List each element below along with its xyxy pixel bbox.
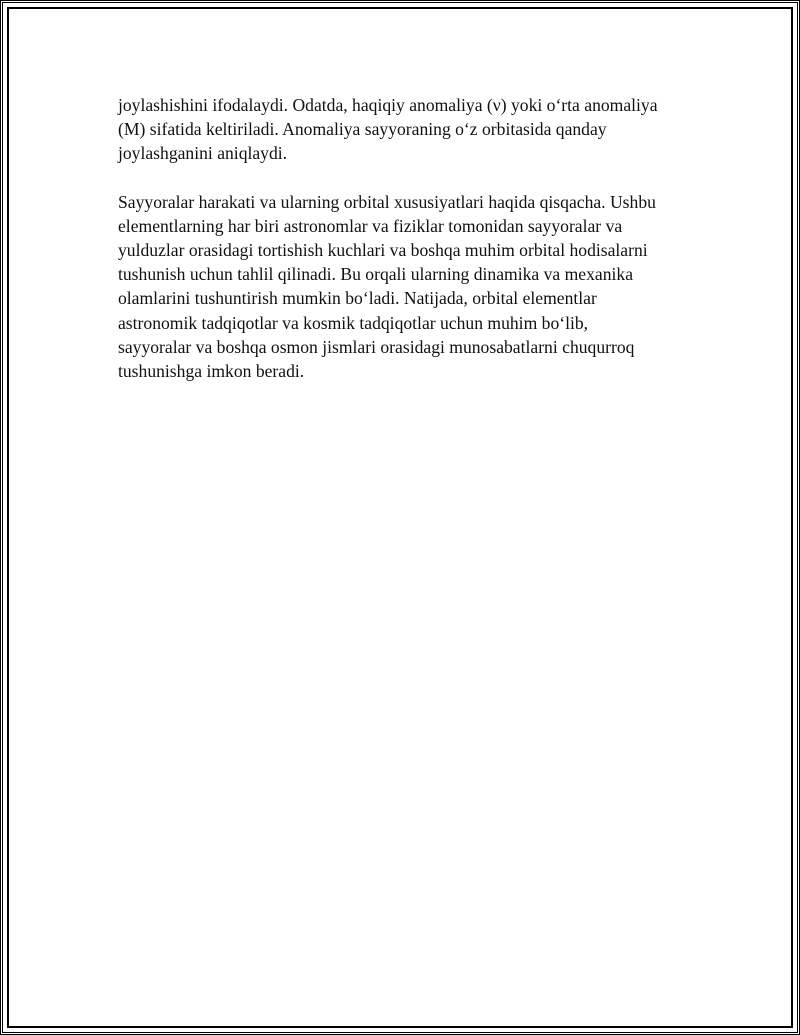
text-line: sayyoralar va boshqa osmon jismlari orasidagi munosabatlarni chuqurroq [118,336,635,357]
paragraph-summary [118,190,688,384]
text-line: tushunishga imkon beradi. [118,361,305,382]
document-body [118,93,688,383]
paragraph-spacer [118,166,688,190]
paragraph-anomaly [118,93,688,166]
text-line: joylashganini aniqlaydi. [118,143,288,164]
text-line: olamlarini tushuntirish mumkin boʻladi. Natijada, orbital elementlar [118,288,597,309]
text-line: Sayyoralar harakati va ularning orbital xususiyatlari haqida qisqacha. Ushbu [118,191,656,212]
text-line: elementlarning har biri astronomlar va fiziklar tomonidan sayyoralar va [118,215,623,236]
text-line: tushunish uchun tahlil qilinadi. Bu orqali ularning dinamika va mexanika [118,264,634,285]
text-line: joylashishini ifodalaydi. Odatda, haqiqiy anomaliya (ν) yoki oʻrta anomaliya [118,95,658,115]
text-line: (M) sifatida keltiriladi. Anomaliya sayyoraning oʻz orbitasida qanday [118,119,607,140]
text-line: yulduzlar orasidagi tortishish kuchlari va boshqa muhim orbital hodisalarni [118,240,648,261]
text-line: astronomik tadqiqotlar va kosmik tadqiqotlar uchun muhim boʻlib, [118,312,589,333]
